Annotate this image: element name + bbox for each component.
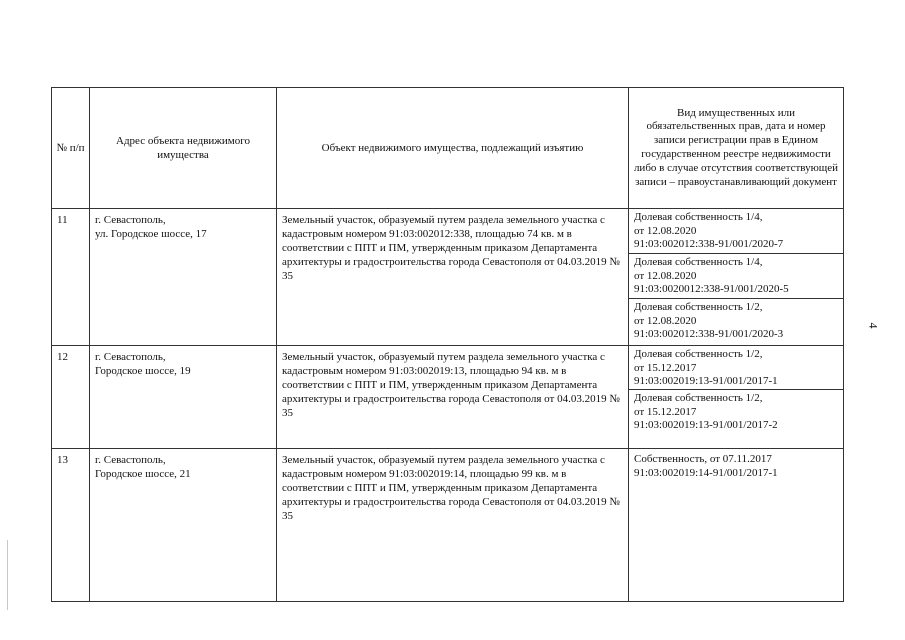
- row-number: 12: [52, 346, 90, 449]
- row-address: [90, 346, 277, 449]
- address-city: г. Севастополь,: [95, 454, 166, 466]
- rights-type: Долевая собственность 1/4,: [634, 256, 763, 268]
- row-rights: [629, 209, 844, 346]
- rights-record: 91:03:002019:13-91/001/2017-1: [634, 375, 778, 387]
- rights-record: 91:03:0020012:338-91/001/2020-5: [634, 283, 789, 295]
- address-street: Городское шоссе, 19: [95, 365, 191, 377]
- header-object: Объект недвижимого имущества, подлежащий изъятию: [277, 88, 629, 209]
- scan-edge-mark: [7, 540, 8, 610]
- header-address: Адрес объекта недвижимого имущества: [90, 88, 277, 209]
- row-object: Земельный участок, образуемый путем раздела земельного участка с кадастровым номером 91:03:002019:13, площадью 94 кв. м в соответствии с ППТ и ПМ, утвержденным приказом Департамента архитектуры и градостроительства города Севастополя от 04.03.2019 № 35: [277, 346, 629, 449]
- rights-entry: [629, 346, 843, 390]
- address-street: Городское шоссе, 21: [95, 468, 191, 480]
- table-header-row: [52, 88, 844, 209]
- table-row: [52, 346, 844, 449]
- row-rights: [629, 346, 844, 449]
- rights-entry: [629, 299, 843, 345]
- row-address: [90, 449, 277, 602]
- rights-type: Долевая собственность 1/2,: [634, 392, 763, 404]
- rights-date: от 12.08.2020: [634, 224, 697, 237]
- row-object: Земельный участок, образуемый путем раздела земельного участка с кадастровым номером 91:03:002012:338, площадью 74 кв. м в соответствии с ППТ и ПМ, утвержденным приказом Департамента архитектуры и градостроительства города Севастополя от 04.03.2019 № 35: [277, 209, 629, 346]
- rights-date: от 12.08.2020: [634, 314, 697, 327]
- header-rights: Вид имущественных или обязательственных прав, дата и номер записи регистрации прав в Едином государственном реестре недвижимости либо в случае отсутствия соответствующей записи – правоустанавливающий документ: [629, 88, 844, 209]
- rights-date: от 15.12.2017: [634, 361, 697, 374]
- rights-record: 91:03:002019:14-91/001/2017-1: [634, 466, 778, 479]
- rights-type: Собственность, от 07.11.2017: [634, 453, 772, 465]
- rights-entry: [629, 254, 843, 299]
- rights-record: 91:03:002019:13-91/001/2017-2: [634, 419, 778, 431]
- address-street: ул. Городское шоссе, 17: [95, 228, 207, 240]
- rights-record: 91:03:002012:338-91/001/2020-3: [634, 328, 784, 340]
- header-number: № п/п: [52, 88, 90, 209]
- row-rights: [629, 449, 844, 602]
- table-row: [52, 449, 844, 602]
- rights-entry: [629, 209, 843, 254]
- row-address: [90, 209, 277, 346]
- property-table: [51, 87, 844, 602]
- rights-entry: [629, 390, 843, 436]
- address-city: г. Севастополь,: [95, 214, 166, 226]
- table-row: [52, 209, 844, 346]
- rights-type: Долевая собственность 1/2,: [634, 301, 763, 313]
- rights-date: от 15.12.2017: [634, 405, 697, 418]
- rights-record: 91:03:002012:338-91/001/2020-7: [634, 238, 784, 250]
- row-number: 13: [52, 449, 90, 602]
- rights-type: Долевая собственность 1/4,: [634, 211, 763, 223]
- rights-type: Долевая собственность 1/2,: [634, 348, 763, 360]
- rights-entry: [629, 449, 843, 483]
- rights-date: от 12.08.2020: [634, 269, 697, 282]
- address-city: г. Севастополь,: [95, 351, 166, 363]
- row-object: Земельный участок, образуемый путем раздела земельного участка с кадастровым номером 91:03:002019:14, площадью 99 кв. м в соответствии с ППТ и ПМ, утвержденным приказом Департамента архитектуры и градостроительства города Севастополя от 04.03.2019 № 35: [277, 449, 629, 602]
- page-number: 4: [866, 322, 881, 329]
- row-number: 11: [52, 209, 90, 346]
